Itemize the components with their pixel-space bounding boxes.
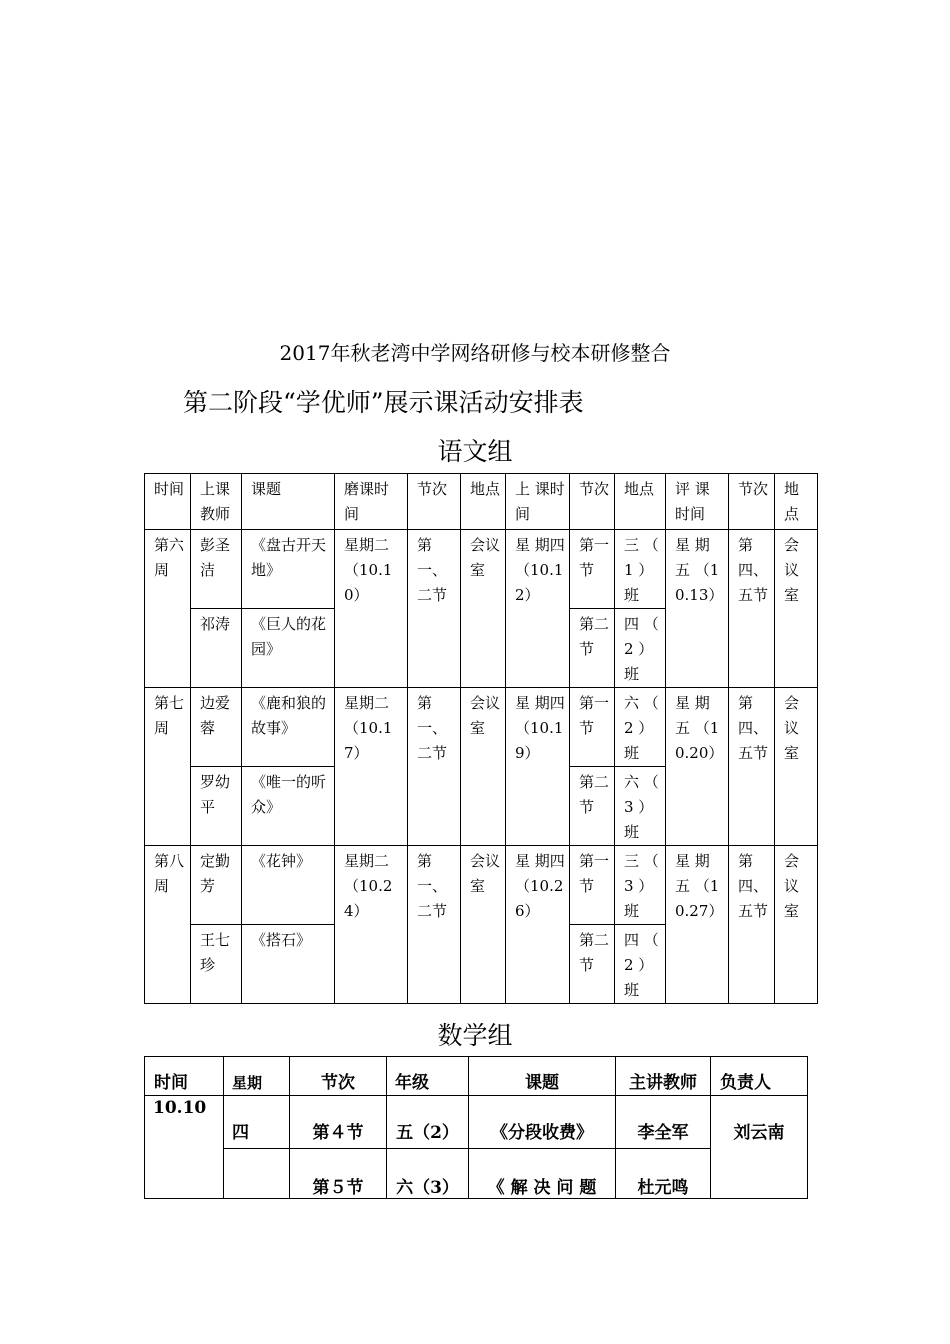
teacher-cell: 定勤芳 xyxy=(191,846,242,925)
math-header-topic: 课题 xyxy=(469,1057,616,1096)
chinese-header-review-period: 节次 xyxy=(729,474,775,530)
math-period: 第５节 xyxy=(312,1178,364,1198)
math-topic: 《 解 决 问 题 xyxy=(487,1178,597,1198)
class-time-cell: 星 期四 （10.26） xyxy=(506,846,570,1004)
math-teacher: 杜元鸣 xyxy=(637,1178,689,1198)
topic-cell: 《鹿和狼的故事》 xyxy=(242,688,335,767)
week-cell: 第八周 xyxy=(145,846,191,1004)
chinese-header-class-place: 地点 xyxy=(615,474,666,530)
grind-period-cell: 第一、二节 xyxy=(408,530,461,688)
class-place-cell: 三 （ 3 ）班 xyxy=(615,846,666,925)
grind-place-cell: 会议室 xyxy=(461,846,506,1004)
math-teacher-cell xyxy=(616,1096,711,1149)
class-time-cell: 星 期四 （10.19） xyxy=(506,688,570,846)
math-teacher: 李全军 xyxy=(637,1123,689,1143)
class-period-cell: 第二节 xyxy=(570,609,615,688)
math-responsible-cell xyxy=(711,1096,808,1199)
math-header-responsible: 负责人 xyxy=(711,1057,808,1096)
class-place-cell: 三 （ 1 ）班 xyxy=(615,530,666,609)
chinese-group-title: 语文组 xyxy=(437,437,513,466)
topic-cell: 《巨人的花园》 xyxy=(242,609,335,688)
chinese-lesson-row xyxy=(145,530,818,609)
review-place-cell: 会议室 xyxy=(775,530,818,688)
teacher-cell: 祁涛 xyxy=(191,609,242,688)
class-period-cell: 第一节 xyxy=(570,688,615,767)
class-period-cell: 第一节 xyxy=(570,846,615,925)
grind-place-cell: 会议室 xyxy=(461,688,506,846)
math-header-teacher: 主讲教师 xyxy=(616,1057,711,1096)
class-place-cell: 六 （ 3 ）班 xyxy=(615,767,666,846)
teacher-cell: 彭圣洁 xyxy=(191,530,242,609)
grind-place-cell: 会议室 xyxy=(461,530,506,688)
math-header-weekday: 星期 xyxy=(224,1057,290,1096)
math-topic-cell xyxy=(469,1096,616,1149)
document-title: 2017年秋老湾中学网络研修与校本研修整合 xyxy=(279,341,671,365)
math-group-title: 数学组 xyxy=(437,1021,513,1050)
chinese-lesson-row xyxy=(145,688,818,767)
math-topic-cell xyxy=(469,1149,616,1199)
review-period-cell: 第四、五节 xyxy=(729,530,775,688)
teacher-cell: 王七珍 xyxy=(191,925,242,1004)
chinese-header-review-place: 地点 xyxy=(775,474,818,530)
chinese-lesson-row xyxy=(145,846,818,925)
topic-cell: 《花钟》 xyxy=(242,846,335,925)
math-schedule-table xyxy=(144,1056,808,1199)
math-header-time: 时间 xyxy=(145,1057,224,1096)
grind-period-cell: 第一、二节 xyxy=(408,846,461,1004)
math-grade: 五（2） xyxy=(396,1123,459,1143)
class-place-cell: 四 （ 2 ）班 xyxy=(615,609,666,688)
class-place-cell: 六 （ 2 ）班 xyxy=(615,688,666,767)
math-period: 第４节 xyxy=(312,1123,364,1143)
chinese-header-grind-place: 地点 xyxy=(461,474,506,530)
math-grade: 六（3） xyxy=(396,1178,459,1198)
math-topic: 《分段收费》 xyxy=(491,1123,593,1143)
topic-cell: 《搭石》 xyxy=(242,925,335,1004)
math-date-cell xyxy=(145,1096,224,1199)
math-date: 10.10 xyxy=(153,1098,207,1118)
teacher-cell: 边爱蓉 xyxy=(191,688,242,767)
math-weekday-cell xyxy=(224,1149,290,1199)
chinese-header-review-time: 评 课时间 xyxy=(666,474,729,530)
chinese-header-class-period: 节次 xyxy=(570,474,615,530)
math-period-cell xyxy=(290,1096,387,1149)
math-responsible: 刘云南 xyxy=(733,1123,785,1143)
grind-period-cell: 第一、二节 xyxy=(408,688,461,846)
math-header-period: 节次 xyxy=(290,1057,387,1096)
review-period-cell: 第四、五节 xyxy=(729,846,775,1004)
math-weekday: 四 xyxy=(232,1123,249,1143)
math-teacher-cell xyxy=(616,1149,711,1199)
review-time-cell: 星 期五 （10.13） xyxy=(666,530,729,688)
class-period-cell: 第二节 xyxy=(570,925,615,1004)
math-period-cell xyxy=(290,1149,387,1199)
chinese-header-teacher: 上课教师 xyxy=(191,474,242,530)
topic-cell: 《唯一的听众》 xyxy=(242,767,335,846)
chinese-header-topic: 课题 xyxy=(242,474,335,530)
math-row xyxy=(145,1096,808,1149)
chinese-header-grind-time: 磨课时间 xyxy=(335,474,408,530)
math-grade-cell xyxy=(387,1096,469,1149)
chinese-header-grind-period: 节次 xyxy=(408,474,461,530)
grind-time-cell: 星期二（10.24） xyxy=(335,846,408,1004)
review-period-cell: 第四、五节 xyxy=(729,688,775,846)
chinese-header-class-time: 上 课时间 xyxy=(506,474,570,530)
review-time-cell: 星 期五 （10.27） xyxy=(666,846,729,1004)
topic-cell: 《盘古开天地》 xyxy=(242,530,335,609)
week-cell: 第七周 xyxy=(145,688,191,846)
chinese-header-time: 时间 xyxy=(145,474,191,530)
class-period-cell: 第一节 xyxy=(570,530,615,609)
review-time-cell: 星 期五 （10.20） xyxy=(666,688,729,846)
grind-time-cell: 星期二（10.10） xyxy=(335,530,408,688)
grind-time-cell: 星期二（10.17） xyxy=(335,688,408,846)
document-subtitle: 第二阶段“学优师”展示课活动安排表 xyxy=(183,388,584,417)
class-place-cell: 四 （ 2 ）班 xyxy=(615,925,666,1004)
review-place-cell: 会议室 xyxy=(775,846,818,1004)
review-place-cell: 会议室 xyxy=(775,688,818,846)
math-weekday-cell xyxy=(224,1096,290,1149)
class-period-cell: 第二节 xyxy=(570,767,615,846)
math-header-grade: 年级 xyxy=(387,1057,469,1096)
chinese-schedule-table xyxy=(144,473,818,1004)
math-row xyxy=(145,1149,808,1199)
week-cell: 第六周 xyxy=(145,530,191,688)
chinese-header-row xyxy=(145,474,818,530)
teacher-cell: 罗幼平 xyxy=(191,767,242,846)
math-header-row xyxy=(145,1057,808,1096)
math-grade-cell xyxy=(387,1149,469,1199)
class-time-cell: 星 期四 （10.12） xyxy=(506,530,570,688)
